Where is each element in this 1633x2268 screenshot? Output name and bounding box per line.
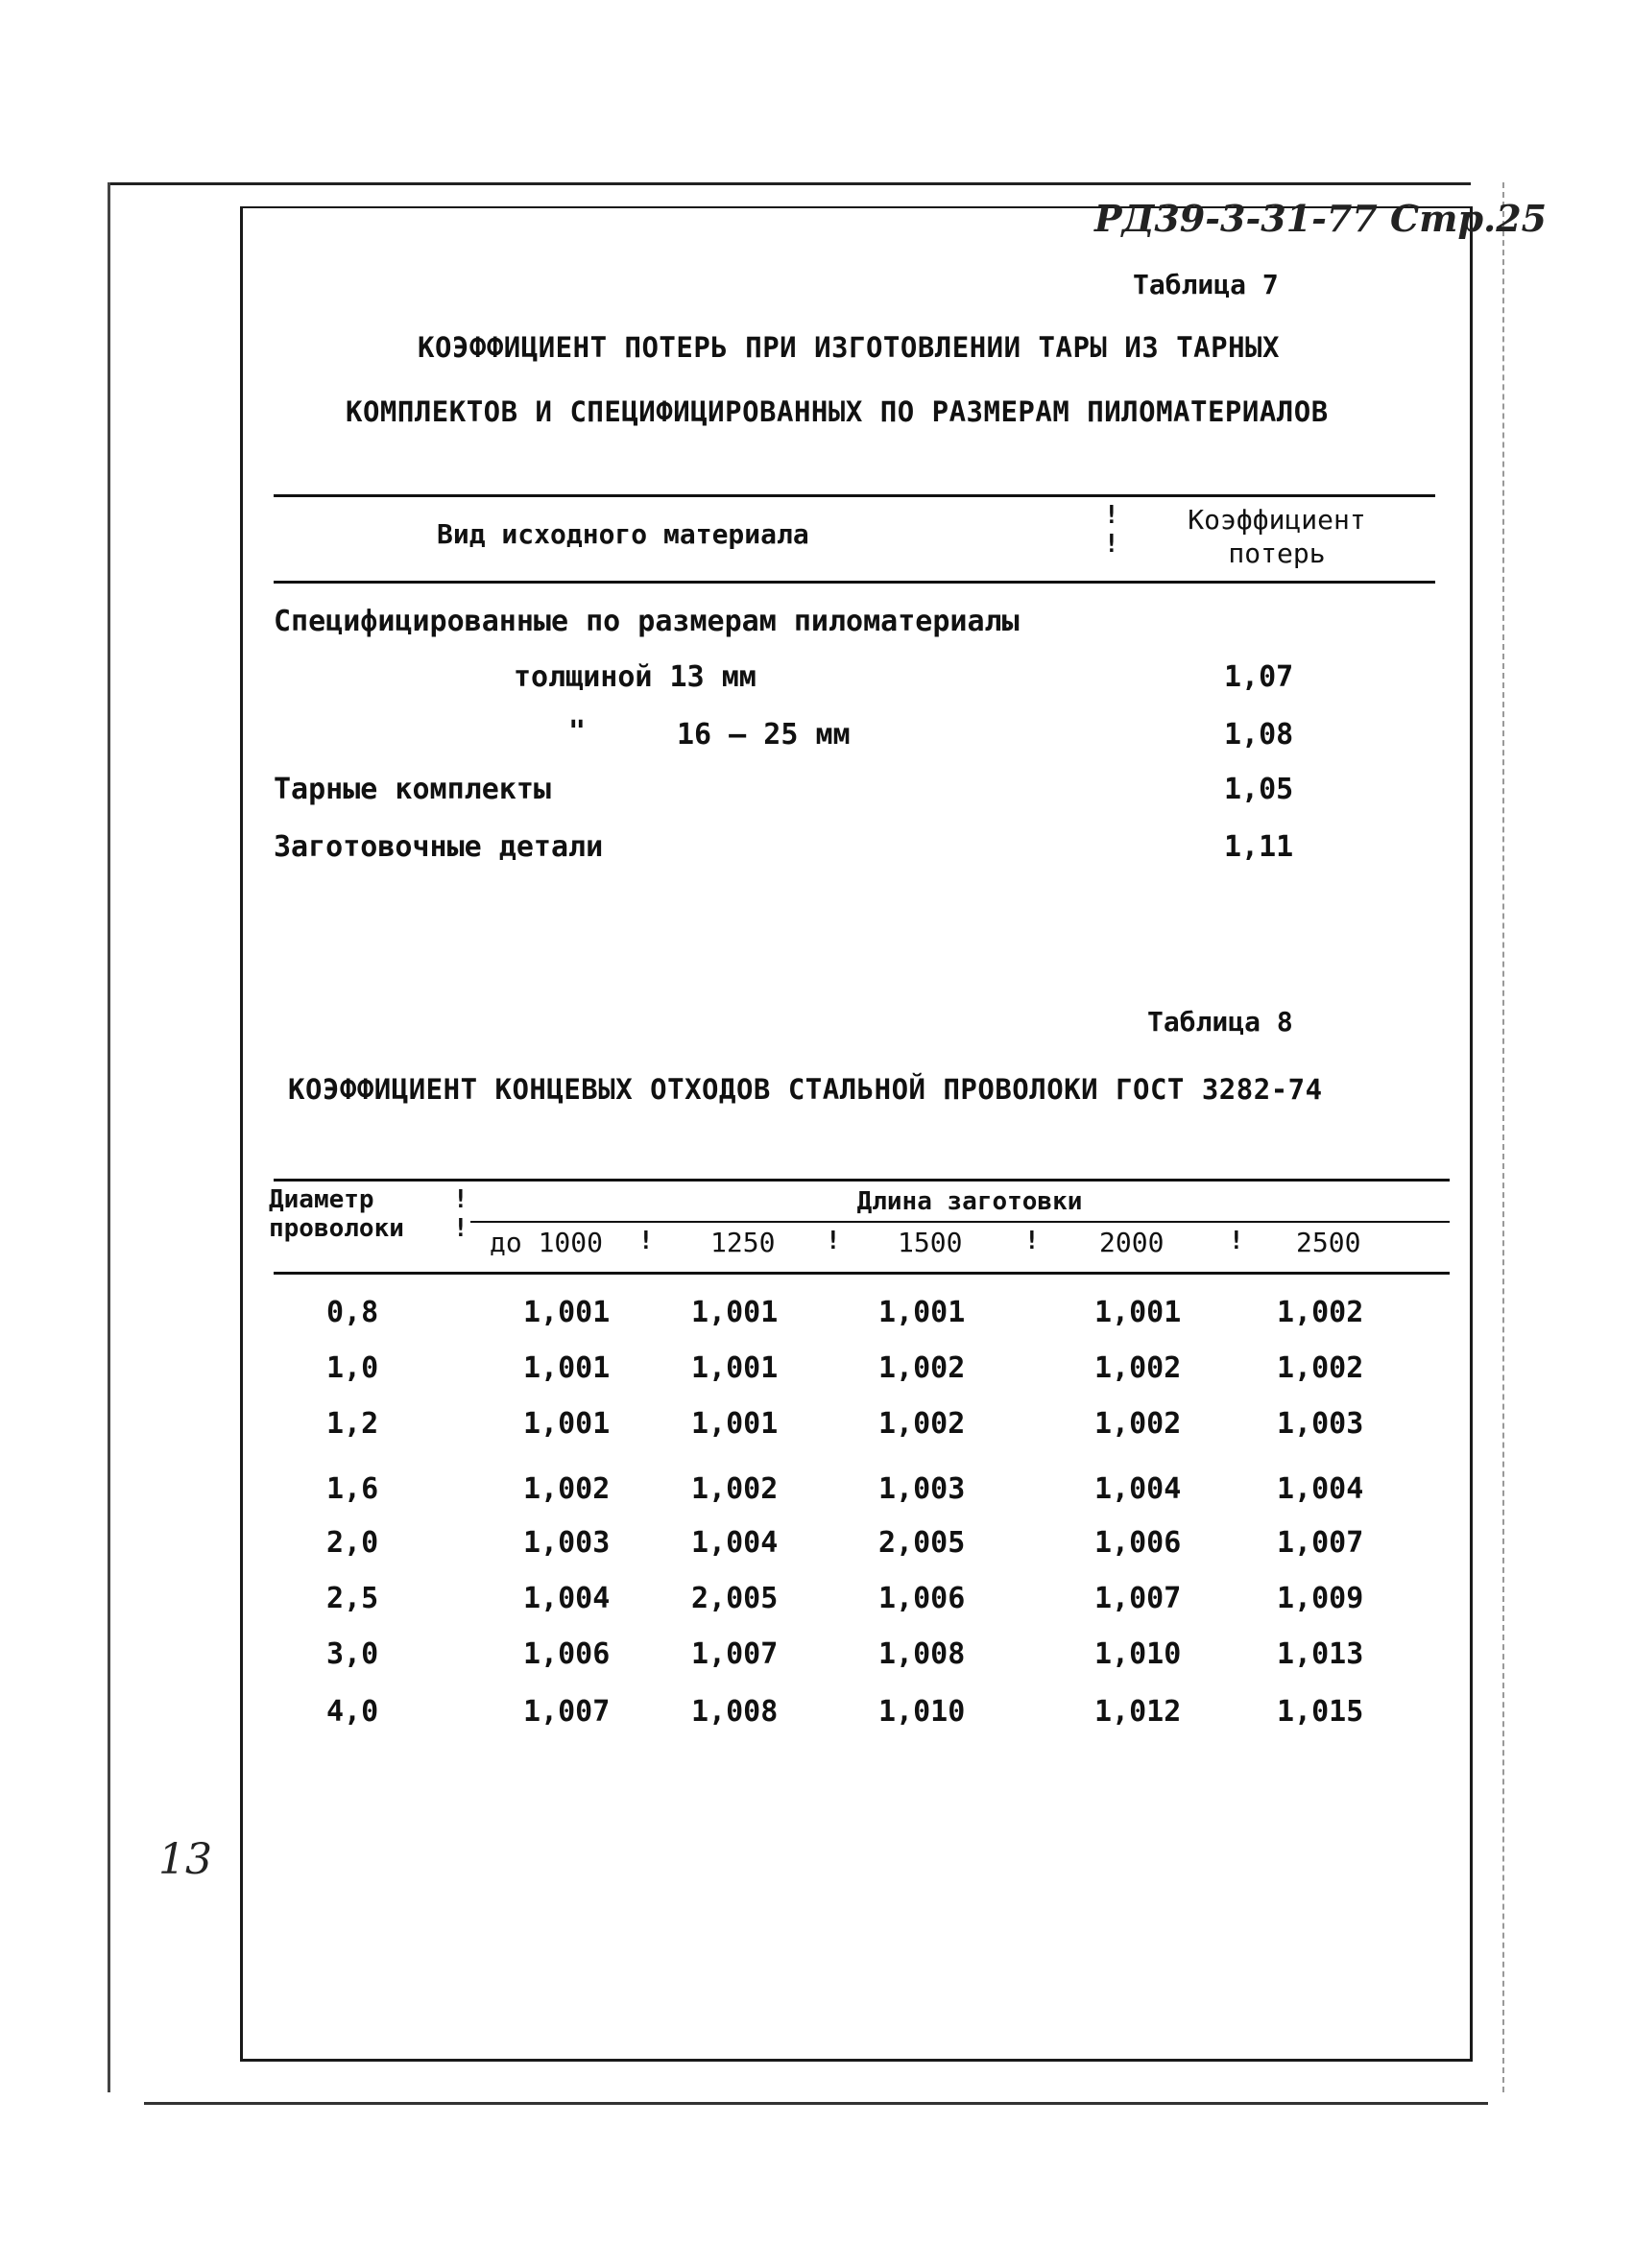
table7-row-value: 1,05 <box>1224 773 1294 806</box>
table8-value-cell: 1,003 <box>878 1472 966 1506</box>
table8-diameter-cell: 2,5 <box>326 1582 379 1615</box>
table8-value-cell: 1,012 <box>1094 1695 1182 1729</box>
table8-value-cell: 1,009 <box>1277 1582 1364 1615</box>
table8-column-separator: ! <box>638 1227 654 1255</box>
table8-column-header: 2500 <box>1296 1227 1361 1258</box>
table8-value-cell: 1,004 <box>691 1526 779 1560</box>
table8-value-cell: 1,002 <box>523 1472 611 1506</box>
table8-header-diameter-line2: проволоки <box>269 1214 404 1243</box>
table8-value-cell: 1,007 <box>1277 1526 1364 1560</box>
table8-column-separator: ! <box>1024 1227 1040 1255</box>
table8-value-cell: 1,002 <box>1094 1407 1182 1441</box>
table8-value-cell: 1,013 <box>1277 1637 1364 1671</box>
table8-diameter-cell: 2,0 <box>326 1526 379 1560</box>
table8-value-cell: 1,010 <box>1094 1637 1182 1671</box>
table8-diameter-cell: 3,0 <box>326 1637 379 1671</box>
table8-column-header: 1250 <box>710 1227 776 1258</box>
table8-value-cell: 2,005 <box>691 1582 779 1615</box>
table8-label: Таблица 8 <box>1147 1006 1293 1038</box>
table8-value-cell: 1,003 <box>523 1526 611 1560</box>
table7-title-line2: КОМПЛЕКТОВ И СПЕЦИФИЦИРОВАННЫХ ПО РАЗМЕРАМ ПИЛОМАТЕРИАЛОВ <box>346 395 1329 428</box>
table7-header-separator: ! ! <box>1104 501 1119 559</box>
table8-value-cell: 1,002 <box>878 1407 966 1441</box>
outer-frame-top <box>108 182 1471 185</box>
table8-value-cell: 1,015 <box>1277 1695 1364 1729</box>
table8-column-header: 2000 <box>1099 1227 1165 1258</box>
table8-value-cell: 2,005 <box>878 1526 966 1560</box>
table8-diameter-cell: 1,0 <box>326 1351 379 1385</box>
table8-value-cell: 1,004 <box>1277 1472 1364 1506</box>
table8-value-cell: 1,002 <box>691 1472 779 1506</box>
table8-value-cell: 1,002 <box>1277 1351 1364 1385</box>
table7-title-line1: КОЭФФИЦИЕНТ ПОТЕРЬ ПРИ ИЗГОТОВЛЕНИИ ТАРЫ ИЗ ТАРНЫХ <box>418 331 1280 364</box>
margin-page-number: 13 <box>158 1835 212 1884</box>
table8-header-separator: ! ! <box>453 1185 468 1243</box>
table8-column-separator: ! <box>826 1227 841 1255</box>
outer-frame-left <box>108 182 110 2092</box>
table7-label: Таблица 7 <box>1133 269 1279 300</box>
table8-value-cell: 1,001 <box>691 1407 779 1441</box>
table8-header-diameter-line1: Диаметр <box>269 1185 374 1214</box>
table7-top-rule <box>274 494 1435 497</box>
table8-value-cell: 1,002 <box>1277 1296 1364 1329</box>
table8-value-cell: 1,002 <box>1094 1351 1182 1385</box>
table8-value-cell: 1,001 <box>1094 1296 1182 1329</box>
table8-value-cell: 1,004 <box>1094 1472 1182 1506</box>
table7-row-label: Тарные комплекты <box>274 773 551 806</box>
table8-value-cell: 1,010 <box>878 1695 966 1729</box>
table7-group-title: Специфицированные по размерам пиломатериалы <box>274 605 1020 638</box>
table8-value-cell: 1,006 <box>878 1582 966 1615</box>
table8-title: КОЭФФИЦИЕНТ КОНЦЕВЫХ ОТХОДОВ СТАЛЬНОЙ ПРОВОЛОКИ ГОСТ 3282-74 <box>288 1073 1323 1106</box>
table8-value-cell: 1,007 <box>1094 1582 1182 1615</box>
table8-value-cell: 1,002 <box>878 1351 966 1385</box>
table8-diameter-cell: 0,8 <box>326 1296 379 1329</box>
table8-column-header: 1500 <box>898 1227 963 1258</box>
table8-top-rule <box>274 1179 1450 1182</box>
table7-header-rule <box>274 581 1435 584</box>
table8-value-cell: 1,001 <box>523 1351 611 1385</box>
table8-column-header: до 1000 <box>490 1227 604 1258</box>
page-frame <box>240 206 1473 2062</box>
table8-diameter-cell: 1,6 <box>326 1472 379 1506</box>
document-code: РД39-3-31-77 Стр.25 <box>1094 197 1548 240</box>
table7-row-label: Заготовочные детали <box>274 830 604 864</box>
table8-value-cell: 1,007 <box>523 1695 611 1729</box>
outer-frame-right <box>1502 182 1504 2092</box>
table8-diameter-cell: 1,2 <box>326 1407 379 1441</box>
table7-row-value: 1,08 <box>1224 718 1294 752</box>
table8-value-cell: 1,004 <box>523 1582 611 1615</box>
table8-value-cell: 1,006 <box>1094 1526 1182 1560</box>
table8-value-cell: 1,008 <box>691 1695 779 1729</box>
table8-value-cell: 1,001 <box>523 1296 611 1329</box>
table8-value-cell: 1,001 <box>878 1296 966 1329</box>
table8-header-length: Длина заготовки <box>856 1187 1083 1216</box>
table7-row-ditto: " <box>568 715 587 749</box>
outer-frame-bottom <box>144 2102 1488 2105</box>
table7-row-label: толщиной 13 мм <box>514 660 756 694</box>
table7-row-value: 1,07 <box>1224 660 1294 694</box>
table8-header-rule <box>274 1272 1450 1275</box>
table8-value-cell: 1,008 <box>878 1637 966 1671</box>
table8-value-cell: 1,007 <box>691 1637 779 1671</box>
table7-header-coef-line2: потерь <box>1228 537 1326 569</box>
table7-header-coef-line1: Коэффициент <box>1188 504 1366 536</box>
table8-diameter-cell: 4,0 <box>326 1695 379 1729</box>
table8-column-separator: ! <box>1229 1227 1244 1255</box>
table8-value-cell: 1,001 <box>691 1296 779 1329</box>
table8-subheader-rule <box>470 1221 1450 1223</box>
table8-value-cell: 1,006 <box>523 1637 611 1671</box>
table8-value-cell: 1,003 <box>1277 1407 1364 1441</box>
table8-value-cell: 1,001 <box>523 1407 611 1441</box>
table7-row-label: 16 – 25 мм <box>677 718 851 752</box>
table7-header-material: Вид исходного материала <box>437 518 809 550</box>
table8-value-cell: 1,001 <box>691 1351 779 1385</box>
table7-row-value: 1,11 <box>1224 830 1294 864</box>
